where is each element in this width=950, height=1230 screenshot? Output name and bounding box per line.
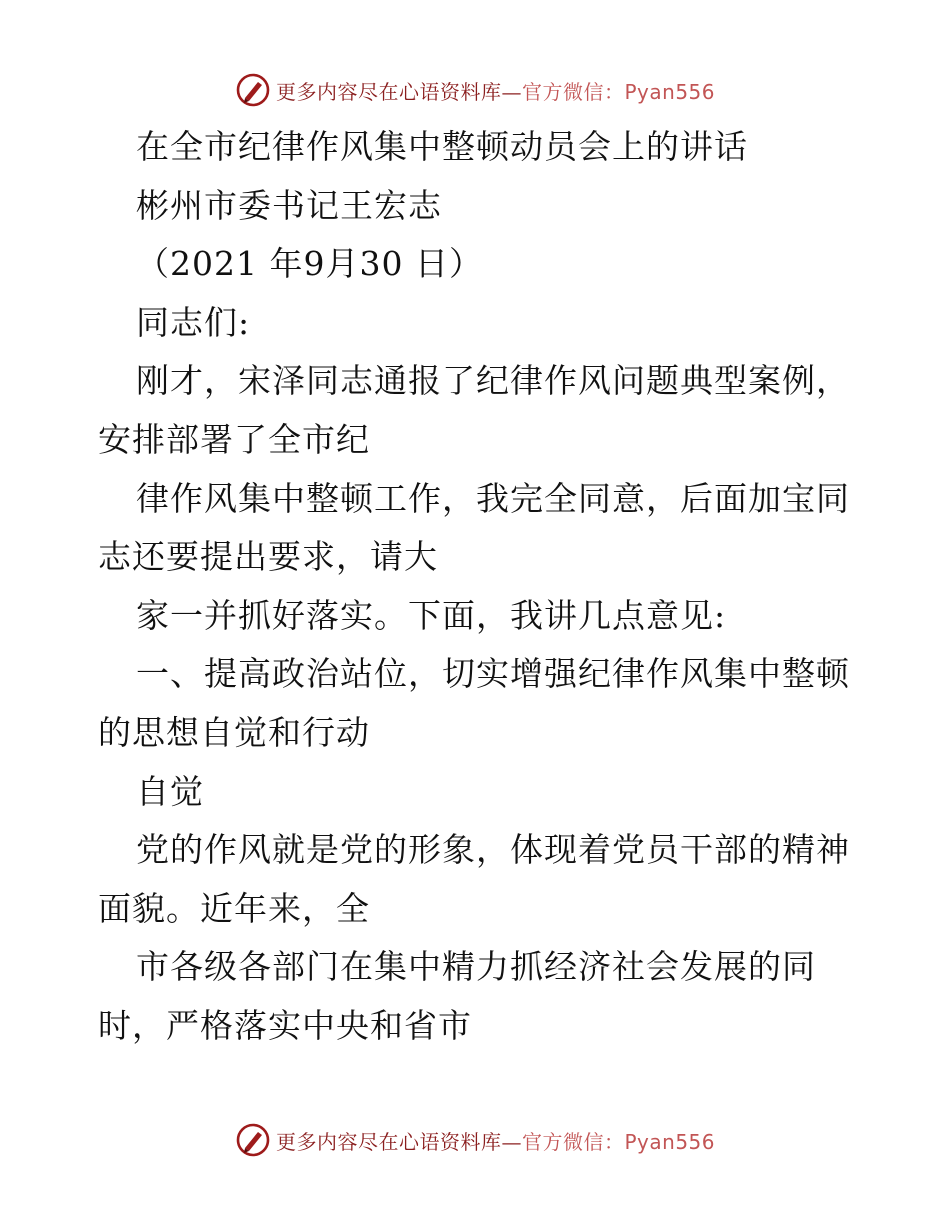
banner-lead: 更多内容尽在心语资料库 (276, 1129, 502, 1154)
document-line: 在全市纪律作风集中整顿动员会上的讲话 (136, 127, 748, 166)
document-line: 刚才，宋泽同志通报了纪律作风问题典型案例， (136, 361, 850, 401)
document-line: 党的作风就是党的形象，体现着党员干部的精神 (136, 830, 850, 870)
document-line: 时，严格落实中央和省市 (98, 1005, 472, 1045)
document-line: 面貌。近年来，全 (98, 888, 370, 928)
banner-text (276, 76, 715, 105)
banner-wechat: 官方微信：Pyan556 (522, 79, 716, 104)
document-body (98, 118, 858, 1056)
header-banner (0, 70, 950, 110)
document-line: 安排部署了全市纪 (98, 419, 370, 459)
banner-lead: 更多内容尽在心语资料库 (276, 79, 502, 104)
document-line: 志还要提出要求，请大 (98, 537, 438, 577)
document-line: 自觉 (136, 771, 204, 811)
footer-banner (0, 1120, 950, 1160)
banner-dash: — (501, 1129, 522, 1154)
document-line: 的思想自觉和行动 (98, 712, 370, 752)
footer-banner-content (236, 1120, 715, 1160)
pen-logo-icon (236, 73, 270, 107)
document-line: 彬州市委书记王宏志 (136, 185, 442, 225)
banner-text (276, 1126, 715, 1155)
document-line: 市各级各部门在集中精力抓经济社会发展的同 (136, 947, 816, 987)
document-line: 家一并抓好落实。下面，我讲几点意见: (136, 595, 727, 635)
document-line: 一、提高政治站位，切实增强纪律作风集中整顿 (136, 654, 850, 694)
document-line: 律作风集中整顿工作，我完全同意，后面加宝同 (136, 478, 850, 518)
document-line: 同志们: (136, 302, 251, 342)
pen-logo-icon (236, 1123, 270, 1157)
banner-dash: — (501, 79, 522, 104)
banner-wechat: 官方微信：Pyan556 (522, 1129, 716, 1154)
header-banner-content (236, 70, 715, 110)
document-line: （2021 年9月30 日） (136, 244, 483, 284)
